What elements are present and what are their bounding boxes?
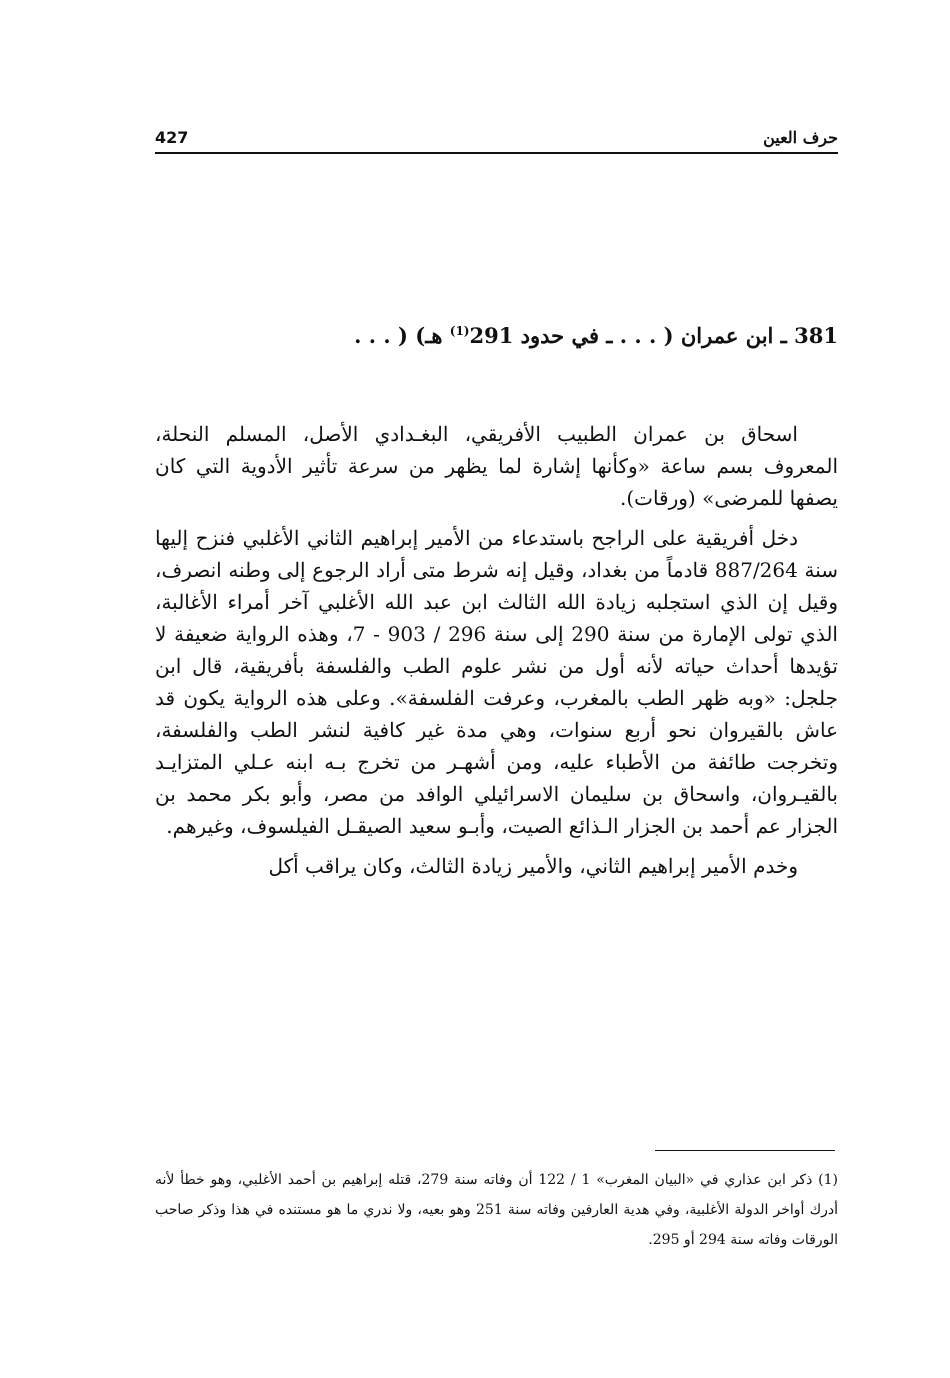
entry-heading-text: 381 ـ ابن عمران ( . . . ـ في حدود 291 [469, 323, 838, 348]
paragraph-1: اسحاق بن عمران الطبيب الأفريقي، البغـدادي الأصل، المسلم النحلة، المعروف بسم ساعة «وكأنها إشارة لما يظهر من سرعة تأثير الأدوية التي كان يصفها للمرضى» (ورقات). [155, 422, 838, 510]
paragraph-2: دخل أفريقية على الراجح باستدعاء من الأمير إبراهيم الثاني الأغلبي فنزح إليها سنة 887/264 قادماً من بغداد، وقيل إنه شرط متى أراد الرجوع إلى وطنه انصرف، وقيل إن الذي استجلبه زيادة الله الثالث ابن عبد الله الأغلبي آخر أمراء الأغالبة، الذي تولى الإمارة من سنة 290 إلى سنة 296 / 903 - 7، وهذه الرواية ضعيفة لا تؤيدها أحداث حياته لأنه أول من نشر علوم الطب والفلسفة بأفريقية، قال ابن جلجل: «وبه ظهر الطب بالمغرب، وعرفت الفلسفة». وعلى هذه الرواية يكون قد عاش بالقيروان نحو أربع سنوات، وهي مدة غير كافية لنشر الطب والفلسفة، وتخرجت طائفة من الأطباء عليه، ومن أشهـر من تخرج بـه ابنه عـلي المتزايـد بالقيـروان، واسحاق بن سليمان الاسرائيلي الوافد من مصر، وأبو بكر محمد بن الجزار عم أحمد بن الجزار الـذائع الصيت، وأبـو سعيد الصيقـل الفيلسوف، وغيرهم. [155, 526, 839, 838]
footnote: (1) ذكر ابن عذاري في «البيان المغرب» 1 / 122 أن وفاته سنة 279، قتله إبراهيم بن أحمد الأغلبي، وهو خطأ لأنه أدرك أواخر الدولة الأغلبية، وفي هدية العارفين وفاته سنة 251 وهو بعيه، ولا ندري ما هو مستنده في هذا وذكر صاحب الورقات وفاته سنة 294 أو 295. [155, 1172, 839, 1248]
running-title: حرف العين [763, 128, 838, 147]
body-text [155, 418, 838, 890]
paragraph-3: وخدم الأمير إبراهيم الثاني، والأمير زيادة الثالث، وكان يراقب أكل [268, 854, 798, 878]
entry-heading [330, 316, 838, 351]
footnote-rule [655, 1150, 835, 1151]
entry-heading-tail: هـ) ( . . . [354, 323, 450, 348]
page-number: 427 [155, 128, 189, 147]
header-rule [155, 152, 838, 154]
footnote-reference: (1) [449, 324, 470, 338]
